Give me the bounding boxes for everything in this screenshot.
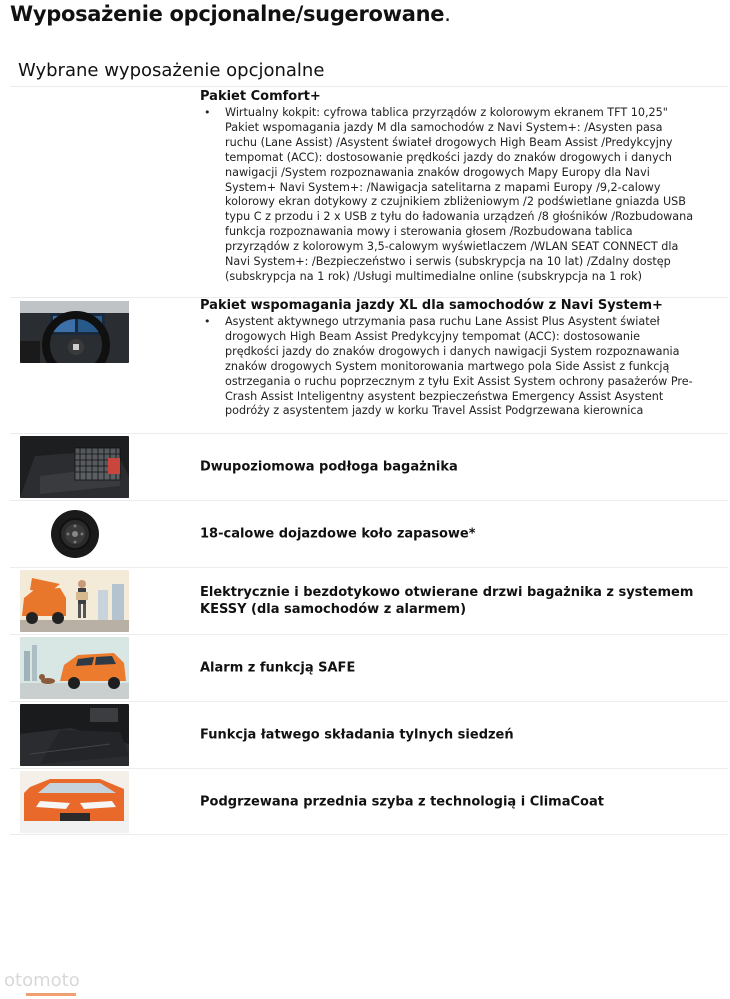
- tailgate-kessy-image: [20, 570, 129, 632]
- item-title: Pakiet Comfort+: [200, 89, 321, 104]
- section-title: Wybrane wyposażenie opcjonalne: [18, 60, 325, 81]
- bullet-icon: •: [204, 106, 211, 119]
- cockpit-image: [20, 301, 129, 363]
- rear-seats-image: [20, 704, 129, 766]
- item-description: • Wirtualny kokpit: cyfrowa tablica przyrządów z kolorowym ekranem TFT 10,25" Pakiet wspomagania jazdy M dla samochodów z Navi System+: /Asysten pasa ruchu (Lane Assist) /Asystent świateł drogowych High Beam Assist /Predykcyjny tempomat (ACC): dostosowanie prędkości jazdy do znaków drogowych i danych nawigacji /System rozpoznawania znaków drogowych Mapy Europy dla Navi System+ Navi System+: /Nawigacja satelitarna z mapami Europy /9,2-calowy kolorowy ekran dotykowy z czujnikiem zbliżeniowym /2 podświetlane gniazda USB typu C z przodu i 2 x USB z tyłu do ładowania urządzeń /8 głośników /Rozbudowana funkcja rozpoznawania mowy i sterowania głosem /Rozbudowana tablica przyrządów z kolorowym 3,5-calowym wyświetlaczem /WLAN SEAT CONNECT dla Navi System+: /Bezpieczeństwo i serwis (subskrypcja na 10 lat) /Zdalny dostęp (subskrypcja na 1 rok) /Usługi multimedialne online (subskrypcja na 1 rok): [204, 106, 694, 283]
- watermark: otomoto: [4, 970, 80, 991]
- equipment-item-rear-seat-folding: [10, 701, 728, 768]
- equipment-list: [10, 86, 728, 835]
- item-title: Dwupoziomowa podłoga bagażnika: [200, 459, 458, 475]
- watermark-underline: [26, 993, 76, 996]
- equipment-item-heated-windscreen: [10, 768, 728, 835]
- equipment-item-driving-assist-xl: [10, 297, 728, 433]
- equipment-item-spare-wheel: [10, 500, 728, 567]
- alarm-image: [20, 637, 129, 699]
- windscreen-image: [20, 771, 129, 833]
- item-title: Elektrycznie i bezdotykowo otwierane drzwi bagażnika z systemem KESSY (dla samochodów z alarmem): [200, 585, 694, 617]
- item-title: 18-calowe dojazdowe koło zapasowe*: [200, 526, 476, 542]
- item-title: Funkcja łatwego składania tylnych siedzeń: [200, 727, 514, 743]
- item-title: Pakiet wspomagania jazdy XL dla samochodów z Navi System+: [200, 298, 663, 313]
- spare-wheel-image: [20, 503, 129, 565]
- equipment-item-comfort-plus: [10, 86, 728, 297]
- trunk-floor-image: [20, 436, 129, 498]
- page-title: Wyposażenie opcjonalne/sugerowane.: [10, 2, 451, 26]
- bullet-icon: •: [204, 315, 211, 328]
- item-title: Podgrzewana przednia szyba z technologią i ClimaCoat: [200, 794, 604, 809]
- item-title: Alarm z funkcją SAFE: [200, 660, 356, 676]
- equipment-item-alarm-safe: [10, 634, 728, 701]
- equipment-item-kessy-tailgate: [10, 567, 728, 634]
- equipment-item-double-floor: [10, 433, 728, 500]
- item-description: • Asystent aktywnego utrzymania pasa ruchu Lane Assist Plus Asystent świateł drogowych High Beam Assist Predykcyjny tempomat (ACC): dostosowanie prędkości jazdy do znaków drogowych i danych nawigacji System rozpoznawania znaków drogowych System monitorowania martwego pola Side Assist z funkcją ostrzegania o ruchu poprzecznym z tyłu Exit Assist System ochrony pasażerów Pre-Crash Assist Inteligentny asystent bezpieczeństwa Emergency Assist Asystent podróży z asystentem jazdy w korku Travel Assist Podgrzewana kierownica: [204, 315, 693, 418]
